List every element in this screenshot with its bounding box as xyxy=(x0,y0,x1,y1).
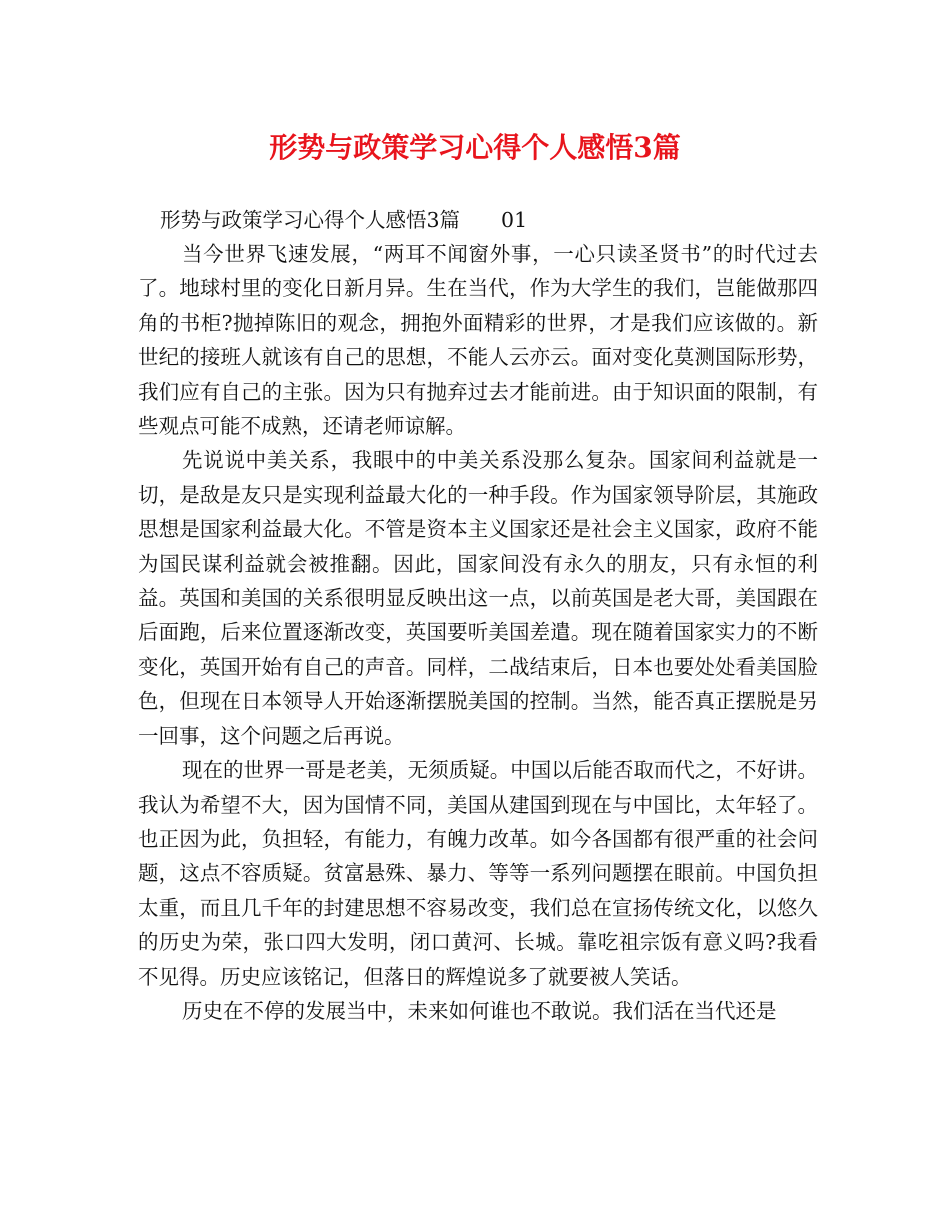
paragraph-3: 现在的世界一哥是老美，无须质疑。中国以后能否取而代之，不好讲。我认为希望不大，因为国情不同，美国从建国到现在与中国比，太年轻了。也正因为此，负担轻，有能力，有魄力改革。如今各国都有很严重的社会问题，这点不容质疑。贫富悬殊、暴力、等等一系列问题摆在眼前。中国负担太重，而且几千年的封建思想不容易改变，我们总在宣扬传统文化，以悠久的历史为荣，张口四大发明，闭口黄河、长城。靠吃祖宗饭有意义吗?我看不见得。历史应该铭记，但落日的辉煌说多了就要被人笑话。 xyxy=(138,758,818,989)
paragraph-1: 当今世界飞速发展，“两耳不闻窗外事，一心只读圣贤书”的时代过去了。地球村里的变化日新月异。生在当代，作为大学生的我们，岂能做那四角的书柜?抛掉陈旧的观念，拥抱外面精彩的世界，才是我们应该做的。新世纪的接班人就该有自己的思想，不能人云亦云。面对变化莫测国际形势，我们应有自己的主张。因为只有抛弃过去才能前进。由于知识面的限制，有些观点可能不成熟，还请老师谅解。 xyxy=(138,242,818,439)
document-body xyxy=(138,237,818,1028)
document-subtitle: 形势与政策学习心得个人感悟3篇 01 xyxy=(160,208,528,232)
paragraph-2: 先说说中美关系，我眼中的中美关系没那么复杂。国家间利益就是一切，是敌是友只是实现利益最大化的一种手段。作为国家领导阶层，其施政思想是国家利益最大化。不管是资本主义国家还是社会主义国家，政府不能为国民谋利益就会被推翻。因此，国家间没有永久的朋友，只有永恒的利益。英国和美国的关系很明显反映出这一点，以前英国是老大哥，美国跟在后面跑，后来位置逐渐改变，英国要听美国差遣。现在随着国家实力的不断变化，英国开始有自己的声音。同样，二战结束后，日本也要处处看美国脸色，但现在日本领导人开始逐渐摆脱美国的控制。当然，能否真正摆脱是另一回事，这个问题之后再说。 xyxy=(138,448,818,748)
paragraph-4: 历史在不停的发展当中，未来如何谁也不敢说。我们活在当代还是 xyxy=(182,998,777,1023)
document-title: 形势与政策学习心得个人感悟3篇 xyxy=(269,131,681,164)
